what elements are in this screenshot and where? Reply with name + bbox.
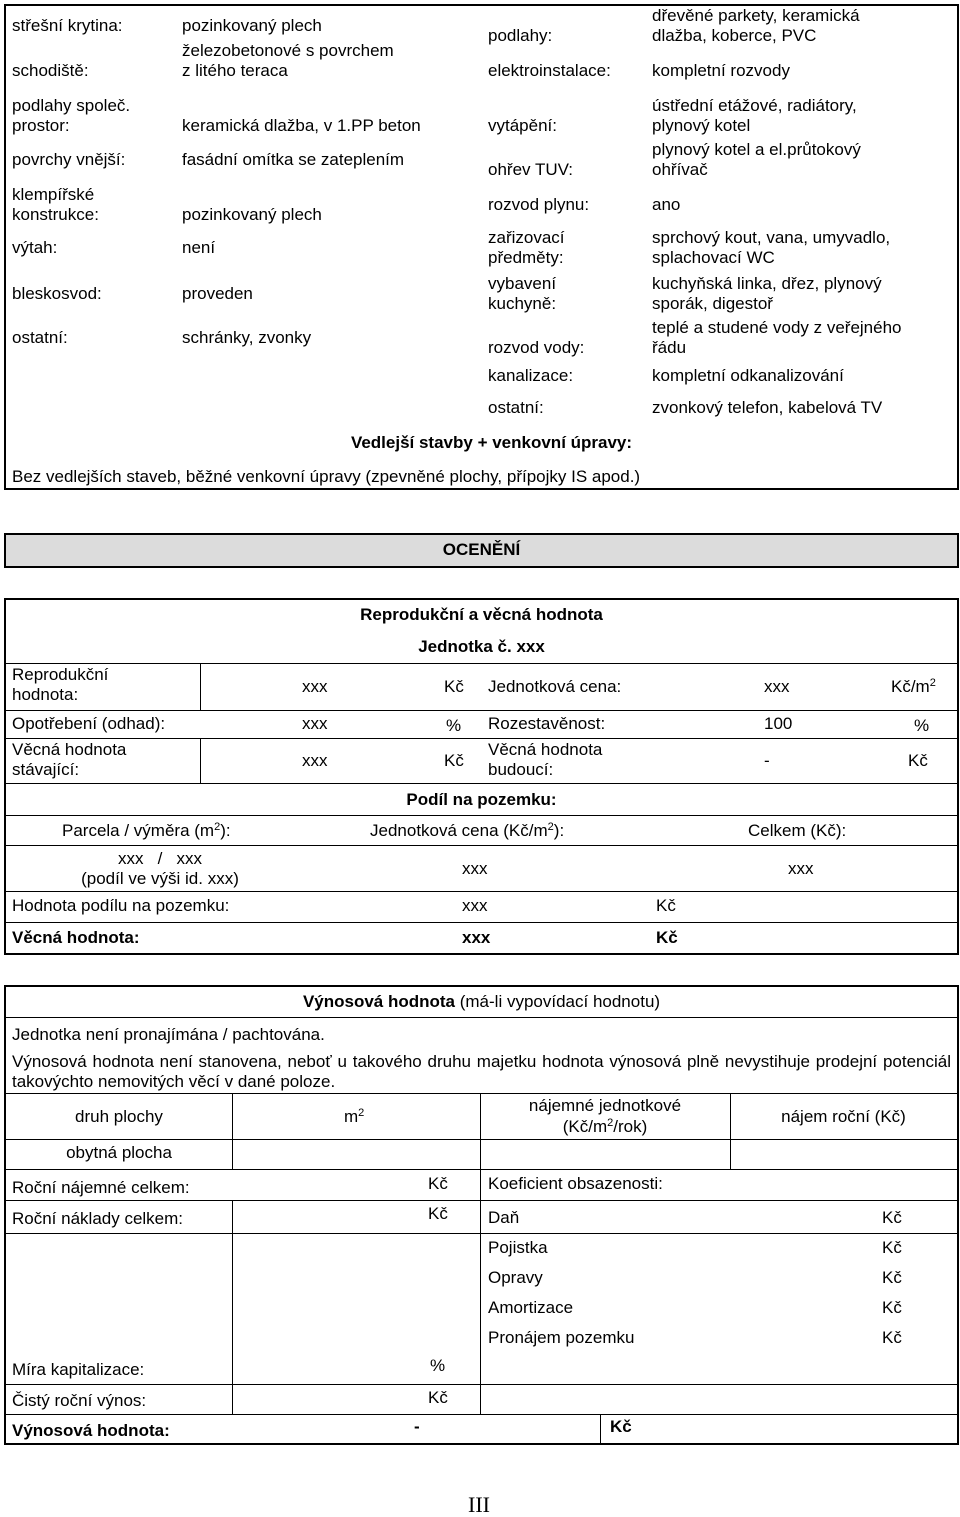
unit-price-land-value: xxx: [462, 859, 488, 878]
unit-number: Jednotka č. xxx: [418, 637, 545, 656]
construction-right-value: kompletní odkanalizování: [652, 366, 844, 385]
wear-value: xxx: [302, 714, 328, 733]
construction-right-value: splachovací WC: [652, 248, 775, 267]
col-area: $m^2$: [344, 1107, 365, 1126]
valuation-header-title: OCENĚNÍ: [442, 540, 521, 559]
income-value-unit: Kč: [610, 1417, 632, 1436]
construction-left-value: pozinkovaný plech: [182, 16, 322, 35]
construction-right-value: dřevěné parkety, keramická: [652, 6, 860, 25]
land-share-value: xxx: [462, 896, 488, 915]
annual-rent-label: Roční nájemné celkem:: [12, 1178, 190, 1197]
unit-price-unit: $Kč/m^2$: [891, 677, 936, 696]
repro-value: xxx: [302, 677, 328, 696]
cost-item-unit: Kč: [882, 1328, 902, 1347]
construction-right-label: ohřev TUV:: [488, 160, 574, 179]
col-area-type: druh plochy: [75, 1107, 163, 1126]
construction-left-label: bleskosvod:: [12, 284, 102, 303]
repro-unit: Kč: [444, 677, 464, 696]
construction-right-label: zařizovací: [488, 228, 565, 247]
current-value-label-2: stávající:: [12, 760, 80, 779]
construction-right-value: teplé a studené vody z veřejného: [652, 318, 902, 337]
construction-right-label: ostatní:: [488, 398, 544, 417]
construction-left-value: fasádní omítka se zateplením: [182, 150, 405, 169]
col-rent-year: nájem roční (Kč): [781, 1107, 906, 1126]
current-value: xxx: [302, 751, 328, 770]
cost-item-label: Pronájem pozemku: [488, 1328, 635, 1347]
income-line-1: Jednotka není pronajímána / pachtována.: [12, 1025, 325, 1044]
completion-unit: %: [914, 716, 930, 735]
construction-right-value: kuchyňská linka, dřez, plynový: [652, 274, 882, 293]
cap-rate-unit: %: [430, 1356, 446, 1375]
construction-left-value: pozinkovaný plech: [182, 205, 322, 224]
cost-item-label: Opravy: [488, 1268, 543, 1287]
construction-right-label: vytápění:: [488, 116, 557, 135]
completion-value: 100: [764, 714, 793, 733]
repro-label-1: Reprodukční: [12, 665, 109, 684]
construction-left-value: schránky, zvonky: [182, 328, 312, 347]
net-income-label: Čistý roční výnos:: [12, 1391, 147, 1410]
construction-left-label: schodiště:: [12, 61, 89, 80]
reproduction-title: Reprodukční a věcná hodnota: [360, 605, 603, 624]
construction-right-value: ano: [652, 195, 681, 214]
cost-item-unit: Kč: [882, 1238, 902, 1257]
total-label: Celkem (Kč):: [748, 821, 847, 840]
wear-unit: %: [446, 716, 462, 735]
construction-left-value: není: [182, 238, 216, 257]
parcel-label: Parcela / výměra $(m^2)$:: [62, 821, 231, 840]
page-number: III: [468, 1492, 490, 1517]
construction-right-value: řádu: [652, 338, 687, 357]
property-value-label: Věcná hodnota:: [12, 928, 140, 947]
repro-label-2: hodnota:: [12, 685, 79, 704]
construction-right-value: dlažba, koberce, PVC: [652, 26, 817, 45]
construction-right-label: předměty:: [488, 248, 564, 267]
unit-price-label: Jednotková cena:: [488, 677, 622, 696]
construction-left-label: výtah:: [12, 238, 58, 257]
land-share-value-label: Hodnota podílu na pozemku:: [12, 896, 230, 915]
cost-item-unit: Kč: [882, 1268, 902, 1287]
net-income-unit: Kč: [428, 1388, 448, 1407]
cap-rate-label: Míra kapitalizace:: [12, 1360, 145, 1379]
future-unit: Kč: [908, 751, 928, 770]
land-share-unit: Kč: [656, 896, 676, 915]
construction-right-value: ohřívač: [652, 160, 708, 179]
secondary-buildings-text: Bez vedlejších staveb, běžné venkovní úpravy (zpevněné plochy, přípojky IS apod.): [12, 467, 641, 486]
construction-right-label: podlahy:: [488, 26, 553, 45]
construction-left-label: prostor:: [12, 116, 70, 135]
cost-item-label: Pojistka: [488, 1238, 548, 1257]
construction-left-value: proveden: [182, 284, 253, 303]
current-unit: Kč: [444, 751, 464, 770]
property-unit: Kč: [656, 928, 678, 947]
completion-label: Rozestavěnost:: [488, 714, 606, 733]
cost-item-label: Amortizace: [488, 1298, 574, 1317]
construction-right-value: sporák, digestoř: [652, 294, 773, 313]
construction-left-label: ostatní:: [12, 328, 68, 347]
construction-right-label: kuchyně:: [488, 294, 557, 313]
property-value: xxx: [462, 928, 491, 947]
construction-left-label: střešní krytina:: [12, 16, 123, 35]
col-rent-unit-2: $(Kč/m^2/rok)$: [562, 1117, 648, 1136]
construction-left-value: železobetonové s povrchem: [182, 41, 394, 60]
land-share-title: Podíl na pozemku:: [406, 790, 557, 809]
construction-left-label: podlahy společ.: [12, 96, 131, 115]
current-value-label-1: Věcná hodnota: [12, 740, 127, 759]
income-title: Výnosová hodnota (má-li vypovídací hodnotu): [302, 992, 661, 1011]
construction-right-label: elektroinstalace:: [488, 61, 611, 80]
construction-right-label: rozvod vody:: [488, 338, 585, 357]
future-value: -: [764, 751, 770, 770]
future-value-label-2: budoucí:: [488, 760, 554, 779]
cost-item-unit: Kč: [882, 1298, 902, 1317]
construction-right-value: sprchový kout, vana, umyvadlo,: [652, 228, 891, 247]
construction-right-value: zvonkový telefon, kabelová TV: [652, 398, 883, 417]
future-value-label-1: Věcná hodnota: [488, 740, 603, 759]
construction-left-value: z litého teraca: [182, 61, 288, 80]
construction-right-value: ústřední etážové, radiátory,: [652, 96, 857, 115]
row-area-type: obytná plocha: [66, 1143, 172, 1162]
col-rent-unit-1: nájemné jednotkové: [528, 1096, 682, 1115]
secondary-buildings-title: Vedlejší stavby + venkovní úpravy:: [350, 433, 633, 452]
income-value: -: [414, 1417, 420, 1436]
construction-right-label: rozvod plynu:: [488, 195, 590, 214]
construction-left-value: keramická dlažba, v 1.PP beton: [182, 116, 421, 135]
total-value: xxx: [788, 859, 814, 878]
annual-rent-unit: Kč: [428, 1174, 448, 1193]
annual-costs-unit: Kč: [428, 1204, 448, 1223]
cost-item-label: Daň: [488, 1208, 520, 1227]
income-paragraph: Výnosová hodnota není stanovena, neboť u takového druhu majetku hodnota výnosová plně nevystihuje prodejní potenciál takovýchto nemovitých věcí v dané poloze.: [12, 1052, 951, 1091]
unit-price-land-label: Jednotková cena $(Kč/m^2)$:: [370, 821, 565, 840]
construction-left-label: povrchy vnější:: [12, 150, 126, 169]
occupancy-label: Koeficient obsazenosti:: [488, 1174, 663, 1193]
parcel-value-2: (podíl ve výši id. xxx): [81, 869, 239, 888]
wear-label: Opotřebení (odhad):: [12, 714, 166, 733]
cost-item-unit: Kč: [882, 1208, 902, 1227]
construction-right-label: kanalizace:: [488, 366, 574, 385]
income-value-label: Výnosová hodnota:: [12, 1421, 170, 1440]
annual-costs-label: Roční náklady celkem:: [12, 1209, 184, 1228]
parcel-value-1: xxx / xxx: [117, 849, 203, 868]
construction-left-label: konstrukce:: [12, 205, 99, 224]
construction-right-value: kompletní rozvody: [652, 61, 790, 80]
construction-right-value: plynový kotel a el.průtokový: [652, 140, 861, 159]
construction-left-label: klempířské: [12, 185, 95, 204]
construction-right-value: plynový kotel: [652, 116, 751, 135]
construction-right-label: vybavení: [488, 274, 557, 293]
unit-price-value: xxx: [764, 677, 790, 696]
